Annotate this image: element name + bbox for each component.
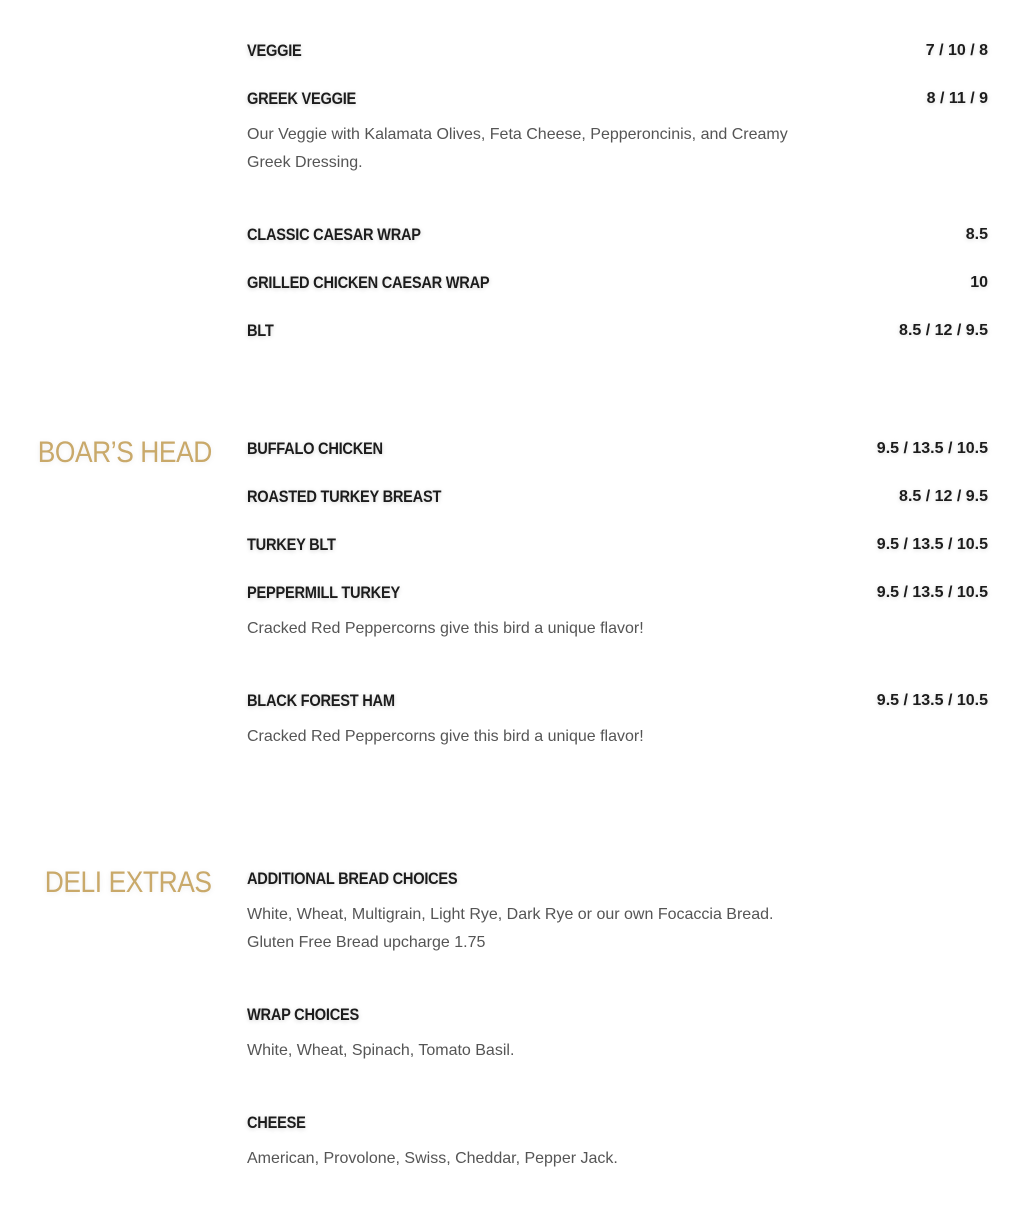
item-description: American, Provolone, Swiss, Cheddar, Pepper Jack. [247,1150,618,1167]
item-name: ROASTED TURKEY BREAST [247,487,442,506]
item-price: 8.5 / 12 / 9.5 [899,488,988,505]
item-description: Our Veggie with Kalamata Olives, Feta Cheese, Pepperoncinis, and Creamy Greek Dressing. [247,126,788,171]
item-name: CLASSIC CAESAR WRAP [247,225,421,244]
section-title: BOAR’S HEAD [37,436,212,469]
item-name: TURKEY BLT [247,535,336,554]
item-price: 9.5 / 13.5 / 10.5 [876,536,988,553]
item-description: Cracked Red Peppercorns give this bird a unique flavor! [247,620,644,637]
item-price: 9.5 / 13.5 / 10.5 [876,584,988,601]
item-price: 8 / 11 / 9 [926,90,988,107]
item-price: 9.5 / 13.5 / 10.5 [876,440,988,457]
item-description: White, Wheat, Spinach, Tomato Basil. [247,1042,515,1059]
item-description: Cracked Red Peppercorns give this bird a unique flavor! [247,728,644,745]
section-title: DELI EXTRAS [45,866,212,899]
item-name: BLACK FOREST HAM [247,691,395,710]
item-name: VEGGIE [247,41,302,60]
item-price: 7 / 10 / 8 [925,42,988,59]
item-price: 8.5 / 12 / 9.5 [899,322,988,339]
item-name: PEPPERMILL TURKEY [247,583,400,602]
item-name: BUFFALO CHICKEN [247,439,383,458]
item-description: White, Wheat, Multigrain, Light Rye, Dark Rye or our own Focaccia Bread. Gluten Free Bread upcharge 1.75 [247,906,774,951]
item-price: 10 [970,274,988,291]
item-name: GRILLED CHICKEN CAESAR WRAP [247,273,490,292]
item-name: WRAP CHOICES [247,1005,359,1024]
item-price: 8.5 [965,226,988,243]
item-price: 9.5 / 13.5 / 10.5 [876,692,988,709]
item-name: CHEESE [247,1113,306,1132]
item-name: ADDITIONAL BREAD CHOICES [247,869,458,888]
item-name: BLT [247,321,274,340]
item-name: GREEK VEGGIE [247,89,357,108]
